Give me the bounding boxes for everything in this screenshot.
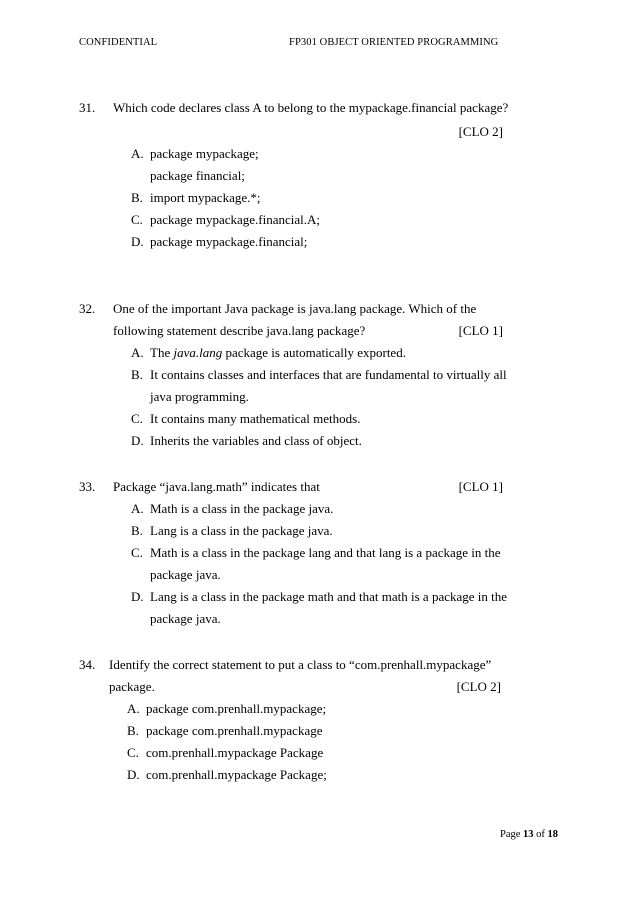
option-letter: A.	[131, 146, 144, 161]
option-text: package mypackage.financial;	[150, 234, 308, 249]
italic-term: java.lang	[173, 345, 223, 360]
header-confidential: CONFIDENTIAL	[79, 37, 158, 48]
option-text: It contains classes and interfaces that are fundamental to virtually all	[150, 367, 507, 382]
question-stem: One of the important Java package is java.lang package. Which of the	[113, 301, 477, 316]
option-text: It contains many mathematical methods.	[150, 411, 361, 426]
option-letter: A.	[131, 345, 144, 360]
option-text-pre: The	[150, 345, 174, 360]
option-letter: C.	[127, 745, 139, 760]
option-letter: D.	[127, 767, 140, 782]
page-total: 18	[547, 829, 559, 840]
option-text: package com.prenhall.mypackage	[146, 723, 323, 738]
option-text: package financial;	[150, 168, 245, 183]
option-text: Inherits the variables and class of object.	[150, 433, 362, 448]
option-text: package mypackage;	[150, 146, 259, 161]
option-letter: D.	[131, 234, 144, 249]
option-letter: A.	[127, 701, 140, 716]
page-word: Page	[500, 829, 521, 840]
option-text: package java.	[150, 567, 221, 582]
option-letter: B.	[131, 190, 143, 205]
option-letter: D.	[131, 589, 144, 604]
option-text-post: package is automatically exported.	[222, 345, 406, 360]
option-text: Math is a class in the package java.	[150, 501, 334, 516]
question-number: 32.	[79, 301, 96, 316]
page-current: 13	[523, 829, 534, 840]
option-letter: C.	[131, 411, 143, 426]
option-letter: B.	[127, 723, 139, 738]
clo-tag: [CLO 1]	[458, 323, 503, 338]
option-letter: D.	[131, 433, 144, 448]
option-letter: B.	[131, 367, 143, 382]
option-text: Lang is a class in the package java.	[150, 523, 333, 538]
option-text: import mypackage.*;	[150, 190, 261, 205]
option-text	[150, 345, 406, 361]
of-word: of	[536, 829, 545, 840]
clo-tag: [CLO 1]	[458, 479, 503, 494]
option-letter: C.	[131, 212, 143, 227]
clo-tag: [CLO 2]	[458, 124, 503, 139]
option-text: package mypackage.financial.A;	[150, 212, 320, 227]
question-stem: Identify the correct statement to put a class to “com.prenhall.mypackage”	[109, 657, 492, 672]
option-text: com.prenhall.mypackage Package	[146, 745, 324, 760]
option-text: com.prenhall.mypackage Package;	[146, 767, 327, 782]
page-footer	[500, 829, 558, 840]
question-stem: Which code declares class A to belong to the mypackage.financial package?	[113, 100, 509, 115]
header-course-title: FP301 OBJECT ORIENTED PROGRAMMING	[289, 37, 499, 48]
option-letter: C.	[131, 545, 143, 560]
question-number: 33.	[79, 479, 96, 494]
question-number: 34.	[79, 657, 96, 672]
option-text: java programming.	[150, 389, 249, 404]
question-number: 31.	[79, 100, 96, 115]
clo-tag: [CLO 2]	[456, 679, 501, 694]
question-stem: package.	[109, 679, 155, 694]
option-letter: B.	[131, 523, 143, 538]
question-stem: following statement describe java.lang package?	[113, 323, 366, 338]
option-letter: A.	[131, 501, 144, 516]
question-stem: Package “java.lang.math” indicates that	[113, 479, 320, 494]
option-text: Lang is a class in the package math and that math is a package in the	[150, 589, 508, 604]
option-text: package com.prenhall.mypackage;	[146, 701, 327, 716]
option-text: Math is a class in the package lang and that lang is a package in the	[150, 545, 501, 560]
option-text: package java.	[150, 611, 221, 626]
